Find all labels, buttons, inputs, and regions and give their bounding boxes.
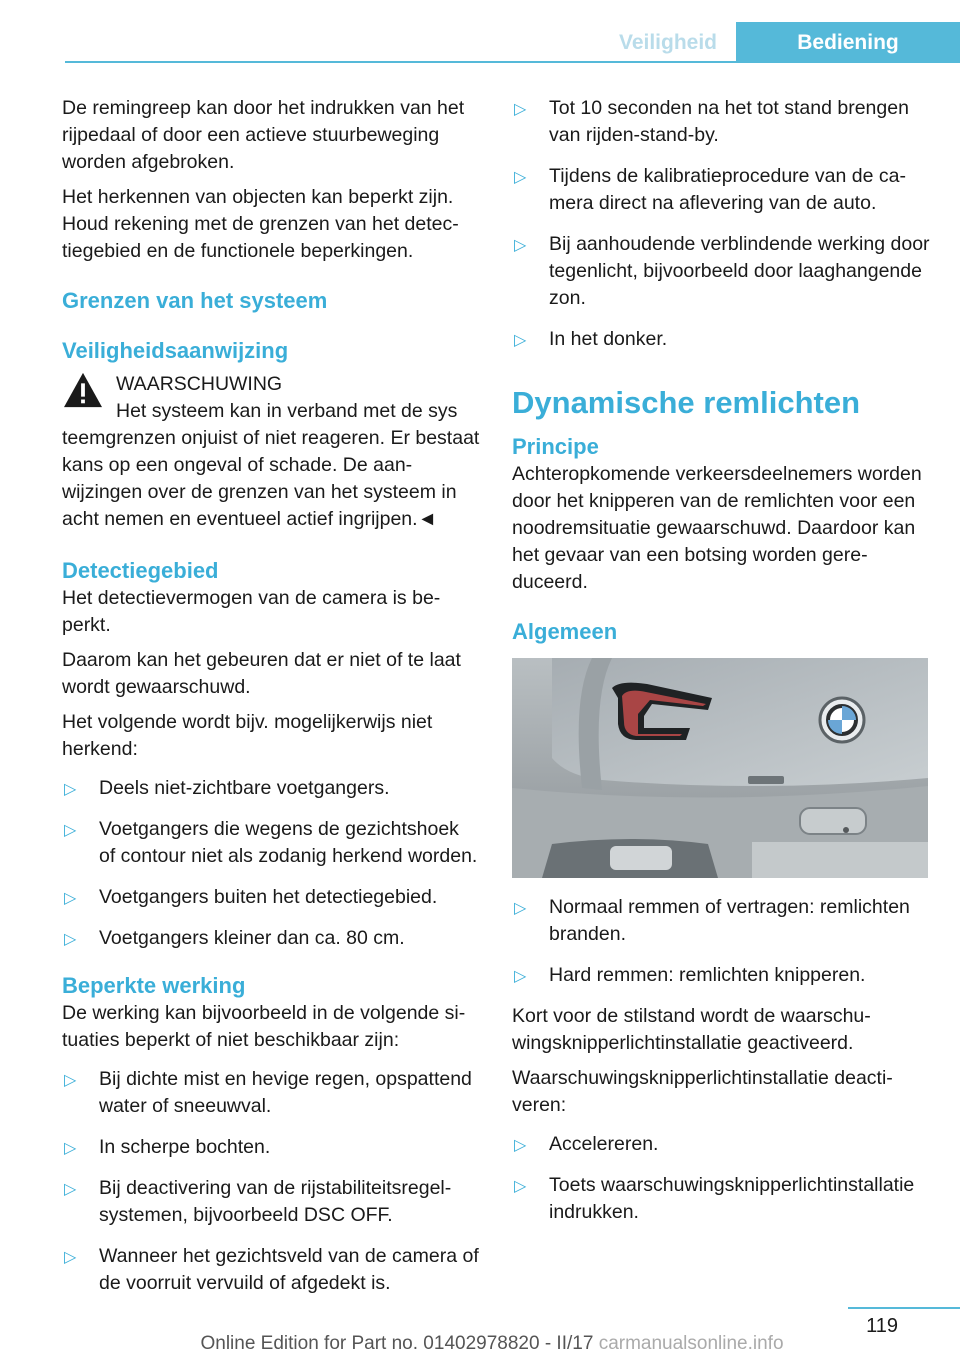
bullet-triangle-icon: ▷ bbox=[514, 169, 527, 186]
right-column bbox=[512, 95, 930, 1240]
bullet-triangle-icon: ▷ bbox=[514, 900, 527, 917]
warning-text: teemgrenzen onjuist of niet reageren. Er bestaat kans op een ongeval of schade. De aanwijzingen over de grenzen van het systeem in acht nemen en eventueel actief ingrijpen.◄ bbox=[62, 427, 480, 530]
list-item: ▷ Toets waarschuwingsknipperlichtinstallatie indrukken. bbox=[514, 1174, 915, 1223]
bullet-triangle-icon: ▷ bbox=[64, 781, 77, 798]
paragraph-principe: Achteropkomende verkeersdeelnemers worden door het knipperen van de remlichten voor een noodremsituatie gewaarschuwd. Daardoor kan het gevaar van een botsing worden gereduceerd. bbox=[512, 463, 922, 593]
list-beperkte bbox=[62, 1066, 480, 1297]
list-item: ▷ In het donker. bbox=[512, 326, 930, 353]
left-column bbox=[62, 95, 480, 1311]
paragraph-waarschuwing: Waarschuwingsknipperlichtinstallatie deactiveren: bbox=[512, 1067, 893, 1116]
warning-triangle-icon bbox=[62, 371, 104, 409]
list-detectie bbox=[62, 775, 480, 952]
page-number-rule bbox=[848, 1307, 960, 1309]
list-top bbox=[512, 95, 930, 353]
list-item: ▷ Tijdens de kalibratieprocedure van de camera direct na aflevering van de auto. bbox=[514, 165, 906, 214]
list-item: ▷ Voetgangers kleiner dan ca. 80 cm. bbox=[62, 925, 480, 952]
paragraph-beperkte: De werking kan bijvoorbeeld in de volgende situaties beperkt of niet beschikbaar zijn: bbox=[62, 1002, 466, 1051]
tab-veiligheid[interactable]: Veiligheid bbox=[618, 31, 718, 54]
paragraph-kort: Kort voor de stilstand wordt de waarschuwingsknipperlichtinstallatie geactiveerd. bbox=[512, 1005, 871, 1054]
list-item: ▷ Deels niet-zichtbare voetgangers. bbox=[62, 775, 480, 802]
heading-beperkte-werking: Beperkte werking bbox=[62, 973, 246, 998]
warning-text-line1: Het systeem kan in verband met de sys bbox=[116, 400, 458, 422]
heading-principe: Principe bbox=[512, 434, 599, 459]
paragraph-detectie-2: Daarom kan het gebeuren dat er niet of te laat wordt gewaarschuwd. bbox=[62, 649, 461, 698]
bullet-triangle-icon: ▷ bbox=[64, 1140, 77, 1157]
heading-detectiegebied: Detectiegebied bbox=[62, 558, 219, 583]
bullet-triangle-icon: ▷ bbox=[514, 968, 527, 985]
list-item: ▷ Bij deactivering van de rijstabiliteitsregelsystemen, bijvoorbeeld DSC OFF. bbox=[64, 1177, 452, 1226]
list-item: ▷ Normaal remmen of vertragen: remlichten branden. bbox=[514, 896, 910, 945]
list-item: ▷ Accelereren. bbox=[512, 1131, 930, 1158]
heading-grenzen: Grenzen van het systeem bbox=[62, 288, 328, 313]
bullet-triangle-icon: ▷ bbox=[64, 1181, 77, 1198]
warning-block bbox=[62, 371, 480, 533]
list-deactiveren bbox=[512, 1131, 930, 1226]
list-item: ▷ Bij dichte mist en hevige regen, opspattend water of sneeuwval. bbox=[64, 1068, 472, 1117]
bullet-triangle-icon: ▷ bbox=[514, 1178, 527, 1195]
list-item: ▷ Voetgangers die wegens de gezichtshoek of contour niet als zodanig herkend worden. bbox=[64, 818, 478, 867]
paragraph-detectie-3: Het volgende wordt bijv. mogelijkerwijs niet herkend: bbox=[62, 711, 433, 760]
list-item: ▷ In scherpe bochten. bbox=[62, 1134, 480, 1161]
car-rear-photo bbox=[512, 658, 928, 878]
bullet-triangle-icon: ▷ bbox=[514, 237, 527, 254]
bullet-triangle-icon: ▷ bbox=[514, 1137, 527, 1154]
bullet-triangle-icon: ▷ bbox=[64, 822, 77, 839]
bullet-triangle-icon: ▷ bbox=[514, 101, 527, 118]
footer bbox=[0, 1333, 960, 1355]
warning-title: WAARSCHUWING bbox=[116, 373, 283, 395]
heading-dynamische-remlichten: Dynamische remlichten bbox=[512, 385, 861, 420]
paragraph-detectie-1: Het detectievermogen van de camera is beperkt. bbox=[62, 587, 441, 636]
bullet-triangle-icon: ▷ bbox=[514, 332, 527, 349]
list-algemeen bbox=[512, 894, 930, 989]
paragraph-herkennen: Het herkennen van objecten kan beperkt zijn. Houd rekening met de grenzen van het detectiegebied en de functionele beperkingen. bbox=[62, 186, 459, 262]
bullet-triangle-icon: ▷ bbox=[64, 1249, 77, 1266]
bullet-triangle-icon: ▷ bbox=[64, 931, 77, 948]
paragraph-remingreep: De remingreep kan door het indrukken van het rijpedaal of door een actieve stuurbeweging worden afgebroken. bbox=[62, 97, 465, 173]
bullet-triangle-icon: ▷ bbox=[64, 890, 77, 907]
list-item: ▷ Voetgangers buiten het detectiegebied. bbox=[62, 884, 480, 911]
bullet-triangle-icon: ▷ bbox=[64, 1072, 77, 1089]
list-item: ▷ Hard remmen: remlichten knipperen. bbox=[512, 962, 930, 989]
list-item: ▷ Bij aanhoudende verblindende werking door tegenlicht, bijvoorbeeld door laaghangende zon. bbox=[514, 233, 930, 309]
footer-edition: Online Edition for Part no. 01402978820 - II/17 bbox=[200, 1333, 594, 1354]
tab-bediening[interactable]: Bediening bbox=[736, 22, 960, 62]
heading-veiligheidsaanwijzing: Veiligheidsaanwijzing bbox=[62, 338, 289, 363]
footer-watermark[interactable]: carmanualsonline.info bbox=[598, 1333, 784, 1354]
page-number: 119 bbox=[866, 1315, 898, 1337]
list-item: ▷ Tot 10 seconden na het tot stand brengen van rijden-stand-by. bbox=[514, 97, 909, 146]
list-item: ▷ Wanneer het gezichtsveld van de camera of de voorruit vervuild of afgedekt is. bbox=[64, 1245, 479, 1294]
heading-algemeen: Algemeen bbox=[512, 619, 618, 644]
